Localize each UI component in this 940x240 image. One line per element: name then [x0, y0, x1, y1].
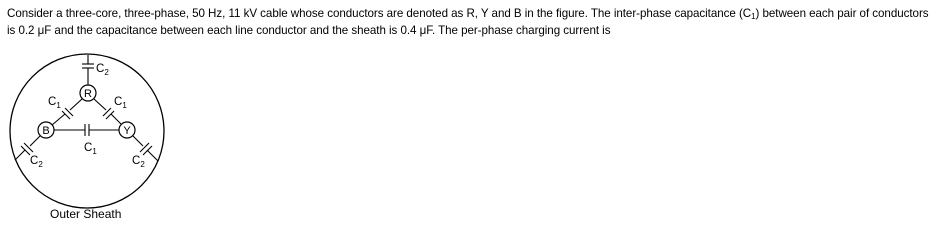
capacitor-b-y	[54, 124, 119, 136]
label-c2-right: $C_2$	[132, 155, 145, 169]
question-part-2: ) between each pair of conductors is 0.2 μF and the capacitance between each line conductor and the sheath is 0.4 μF. The per-phase charging current is	[7, 7, 929, 37]
figure-caption: Outer Sheath	[50, 207, 122, 221]
conductor-b-label: B	[42, 125, 50, 137]
conductor-b	[38, 122, 54, 138]
label-c1-right: $C_1$	[114, 96, 127, 110]
label-c2-left: $C_2$	[30, 155, 43, 169]
label-c2-top: $C_2$	[96, 63, 109, 77]
outer-sheath-circle	[10, 54, 164, 208]
conductor-y	[119, 122, 135, 138]
conductor-r-label: R	[84, 88, 92, 100]
capacitor-r-sheath	[82, 55, 94, 85]
question-subscript: 1	[751, 12, 756, 21]
label-c1-left: $C_1$	[48, 96, 61, 110]
label-c1-middle: $C_1$	[84, 142, 97, 156]
conductor-y-label: Y	[123, 125, 131, 137]
question-part-1: Consider a three-core, three-phase, 50 Hz, 11 kV cable whose conductors are denoted as R, Y and B in the figure. The inter-phase capacitance (C	[7, 7, 752, 20]
conductor-r	[80, 85, 96, 101]
